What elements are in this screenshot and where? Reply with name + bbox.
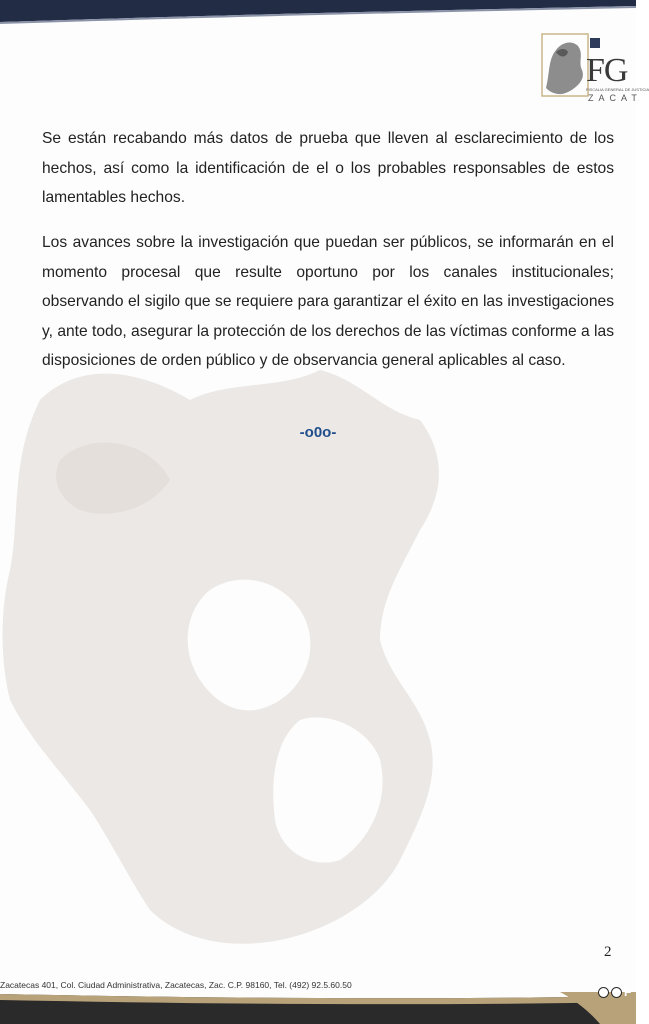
paragraph-evidence: Se están recabando más datos de prueba que lleven al esclarecimiento de los hechos, así como la identificación de el o los probables responsables de estos lamentables hechos. xyxy=(42,130,614,206)
logo-city-text: ZACAT xyxy=(588,93,642,103)
logo-mark: FG xyxy=(586,52,628,89)
top-band xyxy=(0,0,636,24)
end-separator: -o0o- xyxy=(299,424,337,441)
social-tail: F xyxy=(624,985,632,999)
paragraph-investigation: Los avances sobre la investigación que puedan ser públicos, se informarán en el momento procesal que resulte oportuno por los canales institucionales; observando el sigilo que se requiere para garantizar el éxito en las investigaciones y, ante todo, asegurar la protección de los derechos de las víctimas conforme a las disposiciones de orden público y de observancia general aplicables al caso. xyxy=(42,234,614,369)
twitter-icon[interactable] xyxy=(611,987,622,998)
logo-institution-text: FISCALIA GENERAL DE JUSTICIA xyxy=(586,87,649,92)
footer-band xyxy=(0,992,636,1024)
page-number: 2 xyxy=(604,944,612,960)
social-links xyxy=(598,985,631,999)
facebook-icon[interactable] xyxy=(598,987,609,998)
footer-address: Zacatecas 401, Col. Ciudad Administrativa, Zacatecas, Zac. C.P. 98160, Tel. (492) 92.5.60.50 xyxy=(0,980,352,990)
